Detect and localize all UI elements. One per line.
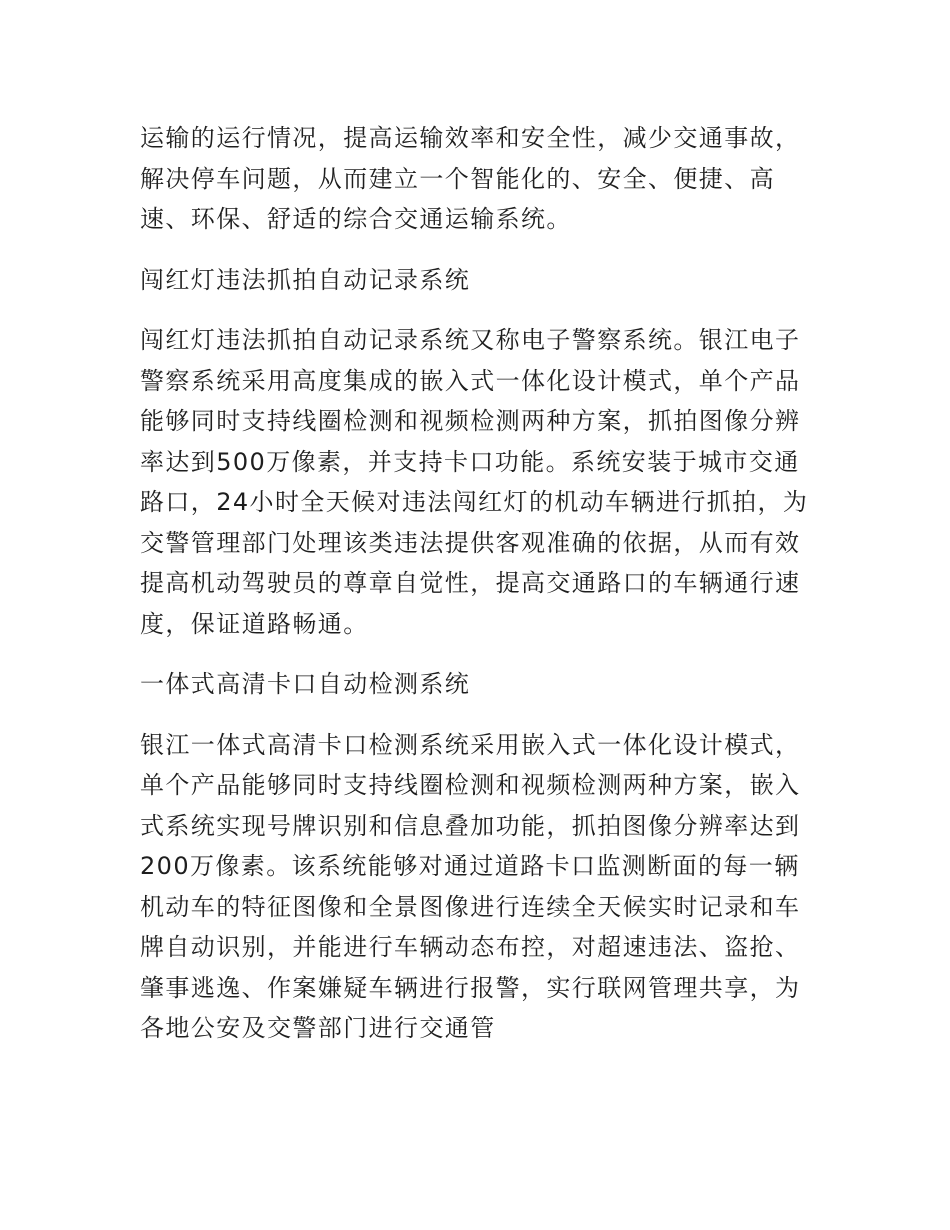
paragraph-red-light-system: 闯红灯违法抓拍自动记录系统又称电子警察系统。银江电子警察系统采用高度集成的嵌入式一体化设计模式，单个产品能够同时支持线圈检测和视频检测两种方案，抓拍图像分辨率达到500万像素，并支持卡口功能。系统安装于城市交通路口，24小时全天候对违法闯红灯的机动车辆进行抓拍，为交警管理部门处理该类违法提供客观准确的依据，从而有效提高机动驾驶员的尊章自觉性，提高交通路口的车辆通行速度，保证道路畅通。	[140, 326, 809, 638]
document-body	[140, 118, 812, 1069]
section-heading-red-light-system: 闯红灯违法抓拍自动记录系统	[140, 265, 471, 294]
paragraph-intro-continuation: 运输的运行情况，提高运输效率和安全性，减少交通事故，解决停车问题，从而建立一个智能化的、安全、便捷、高速、环保、舒适的综合交通运输系统。	[140, 124, 801, 233]
section-heading-checkpoint-system: 一体式高清卡口自动检测系统	[140, 670, 471, 698]
paragraph-checkpoint-system: 银江一体式高清卡口检测系统采用嵌入式一体化设计模式，单个产品能够同时支持线圈检测和视频检测两种方案，嵌入式系统实现号牌识别和信息叠加功能，抓拍图像分辨率达到200万像素。该系统能够对通过道路卡口监测断面的每一辆机动车的特征图像和全景图像进行连续全天候实时记录和车牌自动识别，并能进行车辆动态布控，对超速违法、盗抢、肇事逃逸、作案嫌疑车辆进行报警，实行联网管理共享，为各地公安及交警部门进行交通管	[140, 730, 801, 1042]
